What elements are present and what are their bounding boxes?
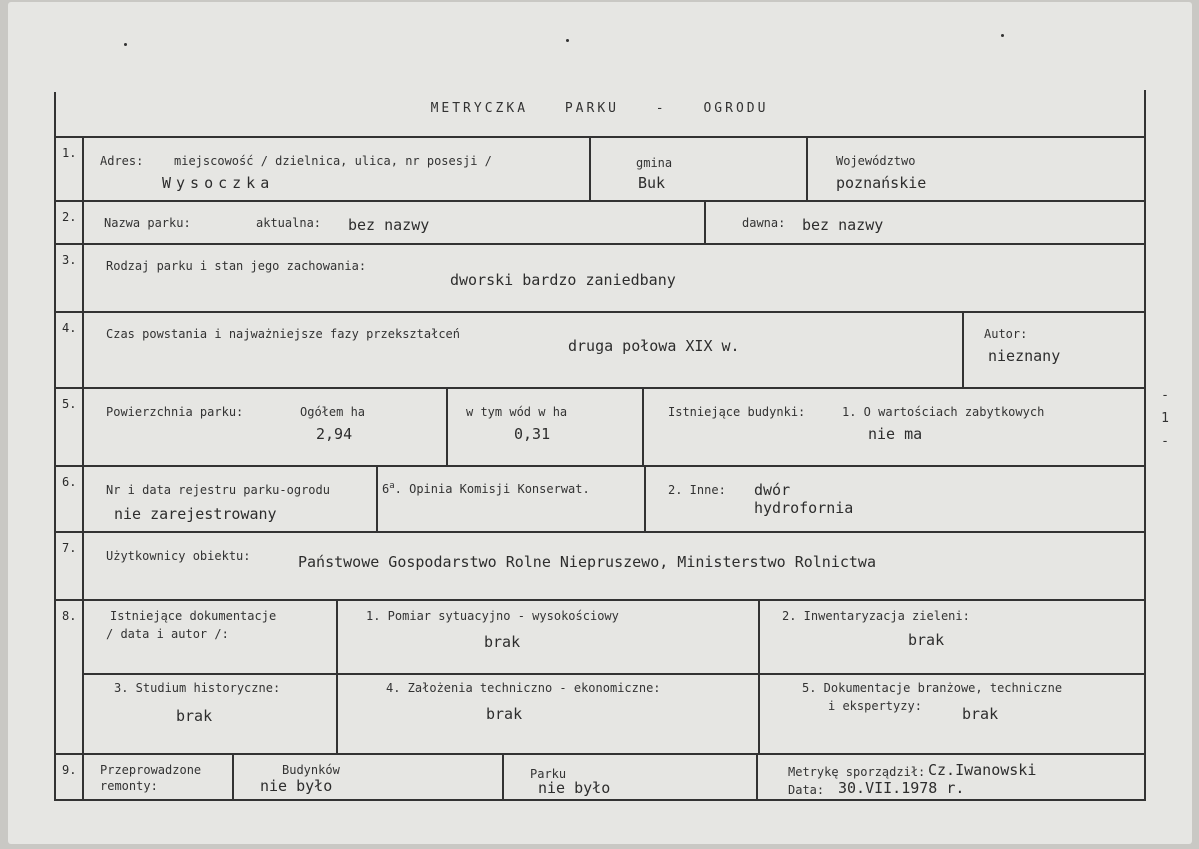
section-park-name	[54, 200, 1146, 245]
other-building-item: hydrofornia	[754, 499, 854, 517]
row-number: 2.	[56, 202, 84, 243]
current-name-label: aktualna:	[256, 216, 322, 230]
section-address	[54, 136, 1146, 202]
date-label: Data:	[788, 783, 825, 797]
renovations-sublabel: remonty:	[100, 779, 158, 793]
row-number: 3.	[56, 245, 84, 311]
locality-value: Wysoczka	[162, 174, 275, 192]
gmina-value: Buk	[638, 174, 666, 192]
historic-buildings-label: 1. O wartościach zabytkowych	[842, 405, 1045, 419]
total-area-label: Ogółem ha	[300, 405, 366, 419]
author-label: Autor:	[984, 327, 1028, 341]
current-name-value: bez nazwy	[348, 216, 430, 234]
branch-sublabel: i ekspertyzy:	[828, 699, 922, 713]
park-renov-label: Parku	[530, 767, 567, 781]
branch-label: 5. Dokumentacje branżowe, techniczne	[802, 681, 1063, 695]
row-number: 9.	[56, 755, 84, 799]
row-number: 4.	[56, 313, 84, 387]
tech-label: 4. Założenia techniczno - ekonomiczne:	[386, 681, 661, 695]
section-documentation	[54, 599, 1146, 755]
page-number: - 1 -	[1161, 388, 1169, 449]
opinion-label: 6$^a$. Opinia Komisji Konserwat.	[382, 481, 590, 496]
history-value: brak	[176, 707, 213, 725]
gmina-label: gmina	[636, 156, 673, 170]
historic-buildings-value: nie ma	[868, 425, 923, 443]
punch-hole	[124, 43, 127, 46]
registry-value: nie zarejestrowany	[114, 505, 277, 523]
section-registry	[54, 465, 1146, 533]
author-value: nieznany	[988, 347, 1061, 365]
section-origin	[54, 311, 1146, 389]
history-label: 3. Studium historyczne:	[114, 681, 281, 695]
buildings-renov-value: nie było	[260, 777, 333, 795]
water-area-label: w tym wód w ha	[466, 405, 568, 419]
prepared-by-value: Cz.Iwanowski	[928, 761, 1037, 779]
form-title: METRYCZKA PARKU - OGRODU	[430, 101, 769, 116]
section-area	[54, 387, 1146, 467]
park-type-value: dworski bardzo zaniedbany	[450, 271, 676, 289]
section-users	[54, 531, 1146, 601]
total-area-value: 2,94	[316, 425, 353, 443]
address-sublabel: miejscowość / dzielnica, ulica, nr posesji /	[174, 154, 492, 168]
branch-value: brak	[962, 705, 999, 723]
date-value: 30.VII.1978 r.	[838, 779, 965, 797]
users-label: Użytkownicy obiektu:	[106, 549, 251, 563]
row-number: 8.	[56, 601, 84, 753]
registry-label: Nr i data rejestru parku-ogrodu	[106, 483, 330, 497]
prepared-by-label: Metrykę sporządził:	[788, 765, 926, 779]
survey-label: 1. Pomiar sytuacyjno - wysokościowy	[366, 609, 619, 623]
other-building-item: dwór	[754, 481, 791, 499]
other-buildings-label: 2. Inne:	[668, 483, 726, 497]
row-number: 6.	[56, 467, 84, 531]
park-renov-value: nie było	[538, 779, 611, 797]
origin-value: druga połowa XIX w.	[568, 337, 740, 355]
punch-hole	[566, 39, 569, 42]
water-area-value: 0,31	[514, 425, 551, 443]
voivodeship-label: Województwo	[836, 154, 916, 168]
voivodeship-value: poznańskie	[836, 174, 927, 192]
row-number: 1.	[56, 138, 84, 200]
survey-value: brak	[484, 633, 521, 651]
former-name-label: dawna:	[742, 216, 786, 230]
row-number: 5.	[56, 389, 84, 465]
origin-label: Czas powstania i najważniejsze fazy przekształceń	[106, 327, 461, 341]
park-name-label: Nazwa parku:	[104, 216, 191, 230]
docs-sublabel: / data i autor /:	[106, 627, 229, 641]
park-type-label: Rodzaj parku i stan jego zachowania:	[106, 259, 367, 273]
address-label: Adres:	[100, 154, 144, 168]
area-label: Powierzchnia parku:	[106, 405, 244, 419]
docs-label: Istniejące dokumentacje	[110, 609, 277, 623]
former-name-value: bez nazwy	[802, 216, 884, 234]
row-number: 7.	[56, 533, 84, 599]
greenery-value: brak	[908, 631, 945, 649]
buildings-label: Istniejące budynki:	[668, 405, 806, 419]
users-value: Państwowe Gospodarstwo Rolne Niepruszewo, Ministerstwo Rolnictwa	[298, 553, 876, 571]
greenery-label: 2. Inwentaryzacja zieleni:	[782, 609, 970, 623]
punch-hole	[1001, 34, 1004, 37]
tech-value: brak	[486, 705, 523, 723]
section-renovations	[54, 753, 1146, 801]
buildings-renov-label: Budynków	[282, 763, 340, 777]
section-park-type	[54, 243, 1146, 313]
renovations-label: Przeprowadzone	[100, 763, 202, 777]
